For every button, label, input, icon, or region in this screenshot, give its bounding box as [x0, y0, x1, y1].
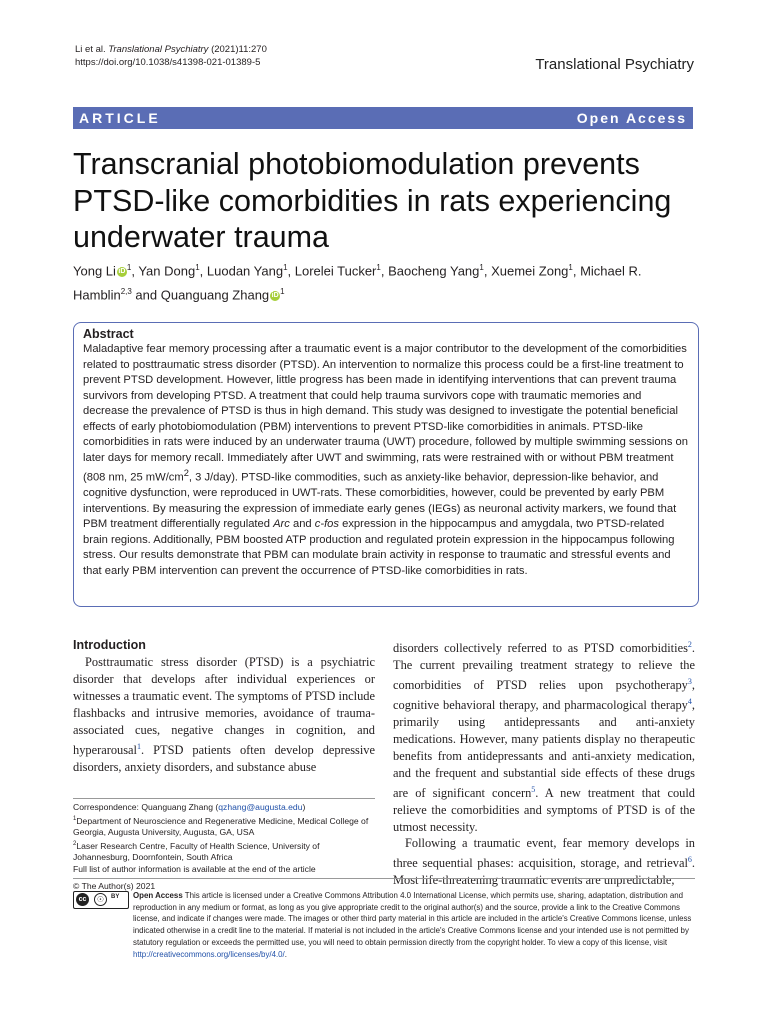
right-column	[393, 637, 695, 889]
citation-line: Li et al. Translational Psychiatry (2021)11:270	[75, 44, 267, 55]
article-title: Transcranial photobiomodulation prevents PTSD-like comorbidities in rats experiencing underwater trauma	[73, 147, 672, 254]
author-name[interactable]: , Michael R. Hamblin	[73, 263, 642, 303]
reference-link[interactable]: 2	[687, 640, 692, 649]
gene-arc: Arc	[273, 518, 290, 531]
author-name[interactable]: , Yan Dong	[131, 263, 196, 279]
intro-paragraph: Posttraumatic stress disorder (PTSD) is a psychiatric disorder that develops after individual experiences or witnesses a traumatic event. The symptoms of PTSD include flashbacks and intrusive memories, avoidance of trauma-associated cues, negative changes in cognition, and hyperarousal$^1$. PTSD patients often develop depressive disorders, anxiety disorders, and substance abuse	[73, 655, 375, 774]
footer-divider	[73, 878, 695, 879]
author-list: Yong Li iD $^1$, Yan Dong$^1$, Luodan Yang$^1$, Lorelei Tucker$^1$, Baocheng Yang$^1$, Xuemei Zong$^1$, Michael R. Hamblin$^{2,3}$ and Quanguang Zhang iD $^1$	[73, 263, 642, 303]
cc-icon: cc	[76, 893, 89, 906]
author-name[interactable]: , Baocheng Yang	[380, 263, 480, 279]
by-label: BY	[111, 894, 120, 900]
license-text: Open Access This article is licensed under a Creative Commons Attribution 4.0 International License, which permits use, sharing, adaptation, distribution and reproduction in any medium or format, as long as you give appropriate credit to the original author(s) and the source, provide a link to the Creative Commons license, and indicate if changes were made. The images or other third party material in this article are included in the article's Creative Commons license, unless indicated otherwise in a credit line to the material. If material is not included in the article's Creative Commons license and your intended use is not permitted by statutory regulation or exceeds the permitted use, you will need to obtain permission directly from the copyright holder. To view a copy of this license, visit http://creativecommons.org/licenses/by/4.0/.	[133, 891, 692, 959]
article-type-label: ARTICLE	[79, 110, 161, 126]
doi-link[interactable]: https://doi.org/10.1038/s41398-021-01389-5	[75, 57, 261, 68]
orcid-icon[interactable]: iD	[118, 267, 126, 275]
reference-link[interactable]: 4	[687, 696, 692, 706]
orcid-icon[interactable]: iD	[271, 292, 279, 300]
abstract-box	[73, 322, 699, 607]
left-column	[73, 637, 375, 775]
gene-cfos: c-fos	[314, 518, 339, 531]
reference-link[interactable]: 6	[687, 855, 692, 865]
section-heading-introduction: Introduction	[73, 638, 146, 652]
journal-name: Translational Psychiatry	[535, 56, 694, 73]
author-name[interactable]: Yong Li	[73, 263, 116, 279]
author-info-note: Full list of author information is available at the end of the article	[73, 863, 316, 874]
correspondence-line: Correspondence: Quanguang Zhang (qzhang@augusta.edu)	[73, 802, 306, 812]
open-access-label: Open Access	[576, 110, 687, 126]
person-icon: ☉	[94, 893, 107, 906]
author-name[interactable]: , Luodan Yang	[199, 263, 284, 279]
email-link[interactable]: qzhang@augusta.edu	[218, 802, 303, 812]
open-access-lead: Open Access	[133, 891, 183, 900]
body-paragraph: Following a traumatic event, fear memory develops in three sequential phases: acquisition, storage, and retrieval$^6$. Most life-threatening traumatic events are unpredictable,	[393, 836, 695, 888]
citation-journal: Translational Psychiatry	[108, 44, 209, 55]
reference-link[interactable]: 5	[531, 784, 536, 794]
copyright-line: © The Author(s) 2021	[73, 881, 156, 891]
author-name[interactable]: , Xuemei Zong	[483, 263, 569, 279]
abstract-body: Maladaptive fear memory processing after a traumatic event is a major contributor to the development of the comorbidities related to posttraumatic stress disorder (PTSD). An intervention to normalize this process could be a first-line treatment to prevent PTSD development. However, little progress has been made in identifying interventions that can prevent trauma survivors from developing PTSD. A treatment that could help trauma survivors cope with traumatic memories and decrease the prevalence of PTSD is thus in high demand. This study was designed to investigate the potential beneficial effects of early photobiomodulation (PBM) interventions to prevent PTSD-like comorbidities in animals. PTSD-like comorbidities in rats were induced by an underwater trauma (UWT) procedure, followed by multiple swimming sessions on later days for memory recall. Immediately after UWT and swimming, rats were restrained with or without PBM treatment (808 nm, 25 $mW/cm^2$, 3 J/day). PTSD-like commodities, such as anxiety-like behavior, depression-like behavior, and cognitive dysfunction, were reproduced in UWT-rats. These comorbidities, however, could be prevented by early PBM interventions. By measuring the expression of immediate early genes (IEGs) as neuronal activity markers, we found that PBM treatment differentially regulated Arc and c-fos expression in the hippocampus and amygdala, two PTSD-related brain regions. Additionally, PBM boosted ATP production and regulated protein expression in the hippocampus following stress. Our results demonstrate that PBM can modulate brain activity in response to traumatic and stressful events and that early PBM intervention can prevent the occurrence of PTSD-like comorbidities in rats.	[83, 343, 688, 577]
affiliation-1: $^1$Department of Neuroscience and Regenerative Medicine, Medical College of Georgia, Augusta University, Augusta, GA, USA	[73, 815, 369, 838]
cc-by-badge[interactable]	[73, 891, 129, 909]
abstract-heading: Abstract	[83, 327, 134, 341]
license-link[interactable]: http://creativecommons.org/licenses/by/4.0/	[133, 949, 285, 959]
citation-block	[75, 43, 267, 69]
reference-link[interactable]: 3	[687, 676, 692, 686]
reference-link[interactable]: 1	[137, 741, 141, 751]
author-name[interactable]: and Quanguang Zhang	[131, 287, 270, 303]
article-banner	[73, 107, 693, 129]
author-name[interactable]: , Lorelei Tucker	[287, 263, 377, 279]
body-paragraph: disorders collectively referred to as PTSD comorbidities$^2$. The current prevailing treatment strategy to relieve the comorbidities of PTSD relies upon psychotherapy$^3$, cognitive behavioral therapy, and pharmacological therapy$^4$, primarily using antidepressants and anti-anxiety medications. However, many patients display no therapeutic benefits from antidepressants and anti-anxiety medication, and the frequent and substantial side effects of these drugs are of significant concern$^5$. A new treatment that could relieve the comorbidities and symptoms of PTSD is of the utmost necessity.	[393, 640, 695, 834]
affiliation-2: $^2$Laser Research Centre, Faculty of Health Science, University of Johannesburg, Doornfontein, South Africa	[73, 840, 320, 863]
correspondence-footnote	[73, 798, 375, 875]
